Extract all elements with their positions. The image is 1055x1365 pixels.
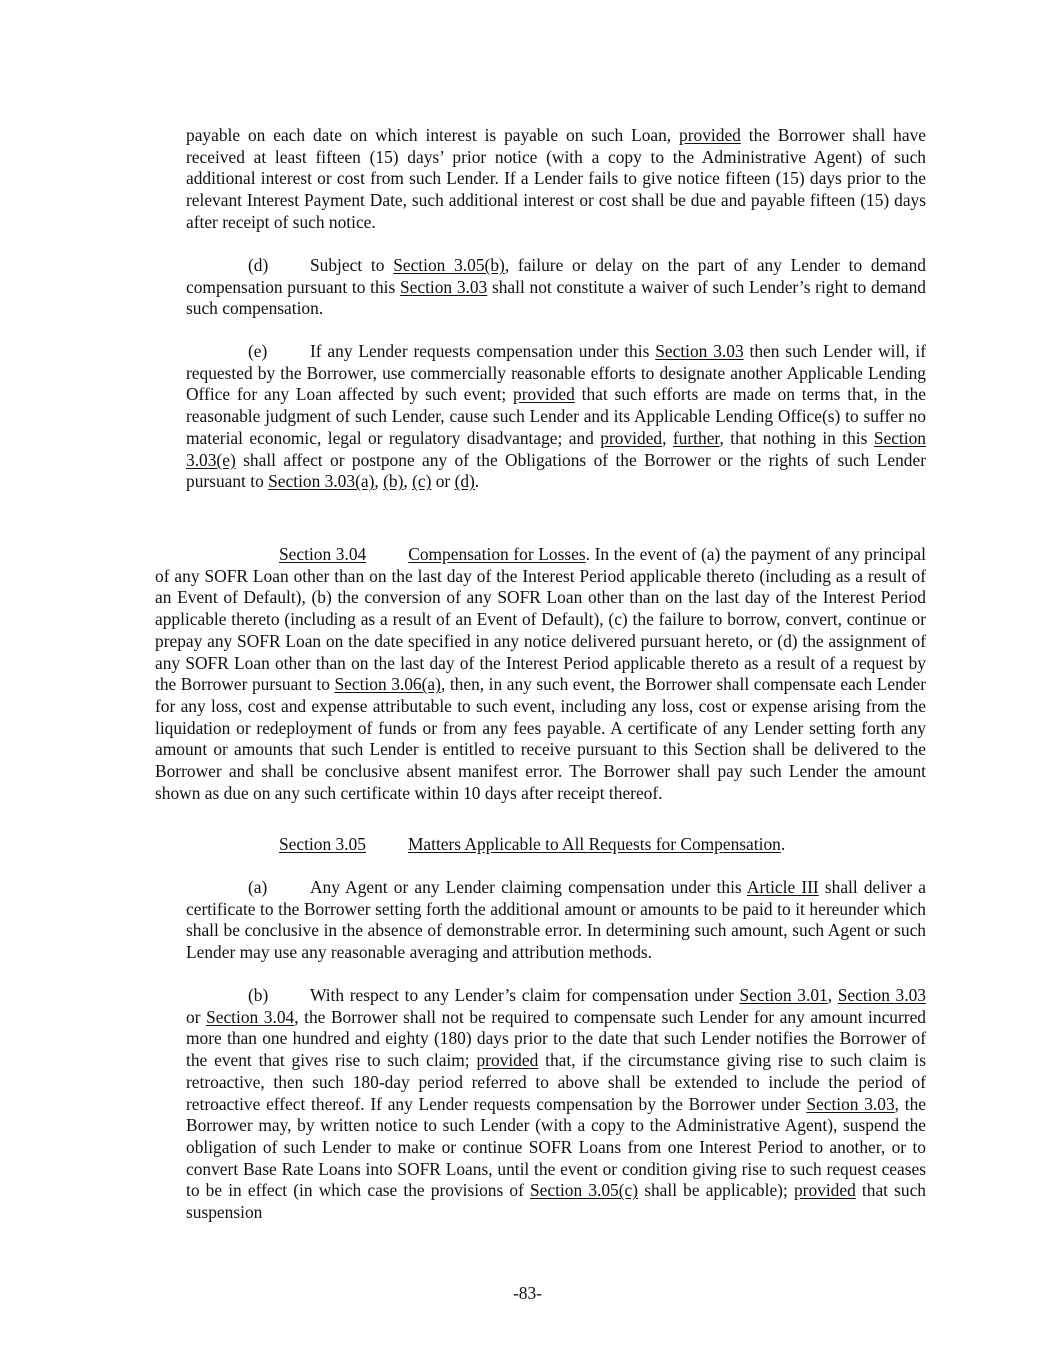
text-run: , <box>827 985 838 1005</box>
text-run: , the Borrower shall not be required to compensate such Lender for any amount incurred more than one hundred and eighty (180) days prior to the date that such Lender notifies the Borrower of the event that gives rise to such claim; <box>186 1006 926 1071</box>
text-run: , then, in any such event, the Borrower shall compensate each Lender for any loss, cost and expense attributable to such event, including any loss, cost or expense arising from the liquidation or redeployment of funds or from any fees payable. A certificate of any Lender setting forth any amount or amounts that such Lender is entitled to receive pursuant to this Section shall be delivered to the Borrower and shall be conclusive absent manifest error. The Borrower shall pay such Lender the amount shown as due on any such certificate within 10 days after receipt thereof. <box>155 674 926 803</box>
text-run: the Borrower shall have received at least fifteen (15) days’ prior notice (with a copy to the Administrative Agent) of such additional interest or cost from such Lender. If a Lender fails to give notice fifteen (15) days prior to the relevant Interest Payment Date, such additional interest or cost shall be due and payable fifteen (15) days after receipt of such notice. <box>186 125 926 232</box>
text-run: With respect to any Lender’s claim for compensation under <box>310 985 740 1005</box>
section-reference: Section 3.03 <box>837 985 926 1005</box>
text-run: . In the event of (a) the payment of any principal of any SOFR Loan other than on the last day of the Interest Period applicable thereto (including as a result of an Event of Default), (b) the conversion of any SOFR Loan other than on the last day of the Interest Period applicable thereto (including as a result of an Event of Default), (c) the failure to borrow, convert, continue or prepay any SOFR Loan on the date specified in any notice delivered pursuant hereto, or (d) the assignment of any SOFR Loan other than on the last day of the Interest Period applicable thereto as a result of a request by the Borrower pursuant to <box>155 544 926 695</box>
section-title: Matters Applicable to All Requests for Compensation <box>407 834 781 854</box>
section-reference: Section 3.01 <box>739 985 828 1005</box>
text-run: that such efforts are made on terms that, in the reasonable judgment of such Lender, cause such Lender and its Applicable Lending Office(s) to suffer no material economic, legal or regulatory disadvantage; and <box>186 384 926 448</box>
paragraph-b <box>186 985 926 1224</box>
text-run: , <box>662 427 673 448</box>
underlined-term: further <box>672 427 720 448</box>
paragraph-continued <box>186 125 926 234</box>
section-reference: Section 3.06(a) <box>334 674 441 695</box>
text-run: shall not constitute a waiver of such Lender’s right to demand such compensation. <box>186 276 926 319</box>
text-run: , the Borrower may, by written notice to such Lender (with a copy to the Administrative Agent), suspend the obligation of such Lender to make or continue SOFR Loans from one Interest Period to another, or to convert Base Rate Loans into SOFR Loans, until the event or condition giving rise to such request ceases to be in effect (in which case the provisions of <box>186 1093 926 1201</box>
text-run: , <box>374 471 384 492</box>
section-title: Compensation for Losses <box>408 544 586 564</box>
clause-label: (e) <box>248 341 268 361</box>
text-run: If any Lender requests compensation under this <box>310 341 656 361</box>
article-reference: Article III <box>746 877 819 897</box>
text-run: payable on each date on which interest is payable on such Loan, <box>186 125 680 145</box>
underlined-term: provided <box>679 125 741 145</box>
text-run: shall be applicable); <box>638 1180 794 1201</box>
underlined-term: provided <box>476 1050 539 1071</box>
section-reference: Section 3.03 <box>806 1093 895 1114</box>
section-reference: (b) <box>383 471 404 492</box>
clause-label: (b) <box>248 985 269 1005</box>
page-number: -83- <box>513 1283 542 1303</box>
text-run: then such Lender will, if requested by the Borrower, use commercially reasonable efforts to designate another Applicable Lending Office for any Loan affected by such event; <box>186 341 926 405</box>
text-run: . <box>474 471 480 492</box>
paragraph-e <box>186 341 926 493</box>
text-run: that such suspension <box>186 1180 927 1223</box>
section-number: Section 3.04 <box>279 544 367 564</box>
paragraph-d <box>186 255 926 320</box>
text-run: Any Agent or any Lender claiming compensation under this <box>310 877 747 897</box>
text-run: shall affect or postpone any of the Obligations of the Borrower or the rights of such Lender pursuant to <box>186 449 926 492</box>
clause-label: (a) <box>248 877 268 897</box>
section-reference: Section 3.03 <box>399 276 488 297</box>
section-reference: (d) <box>454 471 475 492</box>
section-3-05-heading <box>279 834 785 856</box>
text-run: shall deliver a certificate to the Borrower setting forth the additional amount or amounts to be paid to it hereunder which shall be conclusive in the absence of demonstrable error. In determining such amount, such Agent or such Lender may use any reasonable averaging and attribution methods. <box>186 877 926 963</box>
section-3-04 <box>155 544 926 804</box>
text-run: , that nothing in this <box>719 427 874 448</box>
section-reference: Section 3.03(a) <box>268 471 375 492</box>
text-run: , <box>403 471 413 492</box>
section-number: Section 3.05 <box>279 834 366 854</box>
section-reference: Section 3.05(b) <box>393 255 505 275</box>
section-reference: Section 3.03 <box>655 341 744 361</box>
text-run: Subject to <box>310 255 394 275</box>
section-reference: Section 3.03(e) <box>186 427 926 470</box>
underlined-term: provided <box>600 427 663 448</box>
text-run: , failure or delay on the part of any Lender to demand compensation pursuant to this <box>186 255 926 297</box>
underlined-term: provided <box>793 1180 856 1201</box>
clause-label: (d) <box>248 255 269 275</box>
text-run: or <box>186 1006 207 1027</box>
text-run: or <box>431 471 455 492</box>
paragraph-a <box>186 877 926 964</box>
text-run: . <box>780 834 786 854</box>
text-run: that, if the circumstance giving rise to such claim is retroactive, then such 180-day period referred to above shall be extended to include the period of retroactive effect thereof. If any Lender requests compensation by the Borrower under <box>186 1050 926 1114</box>
underlined-term: provided <box>513 384 575 405</box>
section-reference: Section 3.04 <box>206 1006 295 1027</box>
section-reference: (c) <box>412 471 432 492</box>
section-reference: Section 3.05(c) <box>530 1180 639 1201</box>
